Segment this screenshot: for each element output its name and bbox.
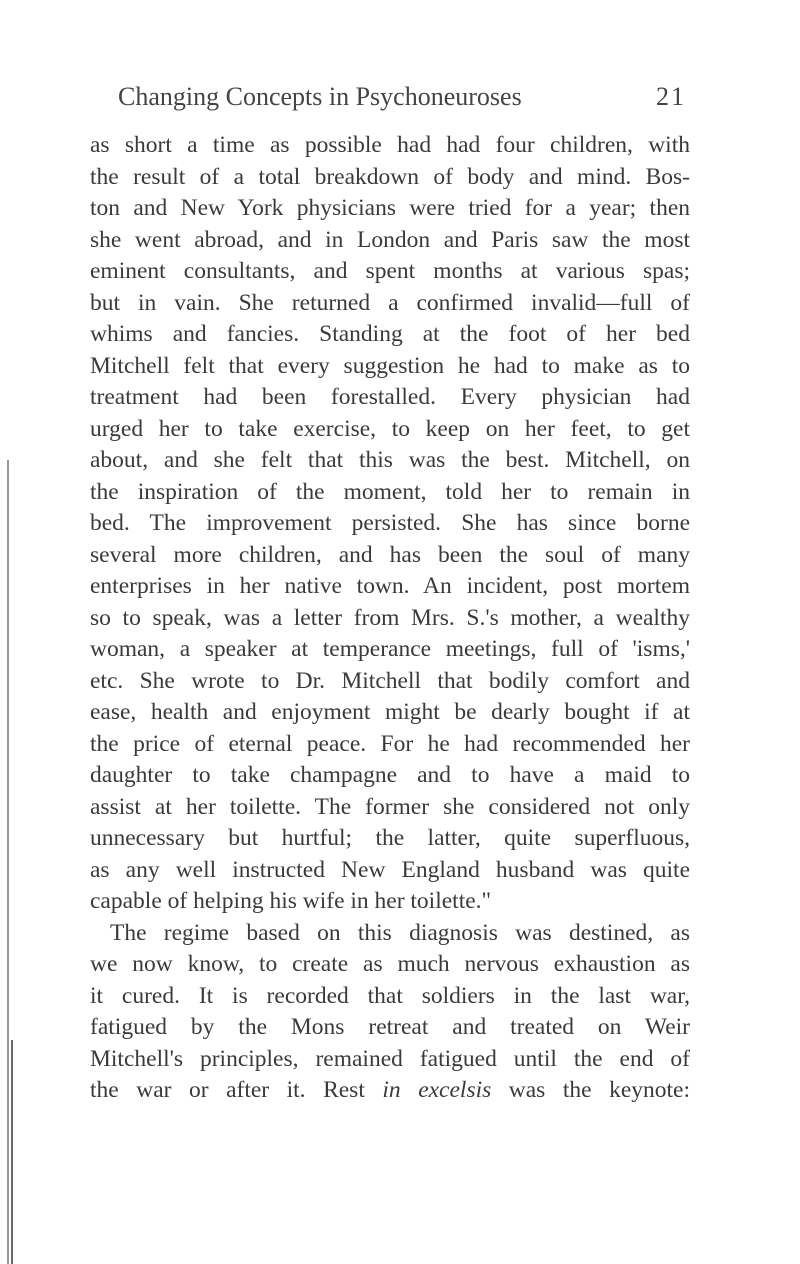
page-number: 21: [656, 82, 686, 111]
text-line: ease, health and enjoyment might be dearly bought if at: [90, 699, 690, 725]
text-line: treatment had been forestalled. Every physician had: [90, 384, 690, 410]
text-line-paragraph-end: capable of helping his wife in her toilette.": [90, 888, 492, 914]
page-edge-shadow-dark: [11, 1040, 13, 1264]
text-line: etc. She wrote to Dr. Mitchell that bodily comfort and: [90, 667, 690, 694]
text-line: the inspiration of the moment, told her to remain in: [90, 478, 690, 505]
text-line: assist at her toilette. The former she considered not only: [90, 793, 690, 820]
text-line-paragraph-start: The regime based on this diagnosis was destined, as: [110, 919, 690, 946]
text-line: urged her to take exercise, to keep on her feet, to get: [90, 415, 690, 442]
text-line: bed. The improvement persisted. She has since borne: [90, 510, 690, 536]
text-line: so to speak, was a letter from Mrs. S.'s mother, a wealthy: [90, 604, 690, 631]
italic-phrase: in excelsis: [382, 1077, 492, 1103]
text-line: enterprises in her native town. An incident, post mortem: [90, 573, 690, 599]
text-line: the result of a total breakdown of body and mind. Bos-: [90, 163, 690, 190]
text-line: daughter to take champagne and to have a maid to: [90, 762, 690, 788]
text-line: Mitchell's principles, remained fatigued until the end of: [90, 1045, 690, 1072]
text-line: ton and New York physicians were tried for a year; then: [90, 195, 690, 221]
text-line: but in vain. She returned a confirmed invalid—full of: [90, 289, 690, 316]
text-line: as any well instructed New England husband was quite: [90, 856, 690, 883]
text-line: as short a time as possible had had four children, with: [90, 132, 690, 158]
text-line-final: [90, 1075, 690, 1107]
body-text: [90, 130, 690, 1107]
text-line: whims and fancies. Standing at the foot of her bed: [90, 321, 690, 347]
final-line-end: was the keynote:: [491, 1077, 690, 1103]
text-line: Mitchell felt that every suggestion he had to make as to: [90, 352, 690, 379]
page-edge-shadow: [7, 460, 9, 1264]
text-line: several more children, and has been the soul of many: [90, 541, 690, 568]
running-title: Changing Concepts in Psychoneuroses: [118, 82, 522, 111]
final-line-start: the war or after it. Rest: [90, 1077, 383, 1103]
text-line: it cured. It is recorded that soldiers in the last war,: [90, 982, 690, 1009]
text-line: the price of eternal peace. For he had recommended her: [90, 730, 690, 757]
running-head: [118, 82, 686, 122]
text-line: fatigued by the Mons retreat and treated on Weir: [90, 1014, 690, 1040]
text-line: she went abroad, and in London and Paris saw the most: [90, 226, 690, 253]
text-line: eminent consultants, and spent months at various spas;: [90, 258, 690, 284]
text-line: woman, a speaker at temperance meetings, full of 'isms,': [90, 636, 690, 662]
text-line: about, and she felt that this was the best. Mitchell, on: [90, 447, 690, 473]
text-line: we now know, to create as much nervous exhaustion as: [90, 951, 690, 977]
text-line: unnecessary but hurtful; the latter, quite superfluous,: [90, 825, 690, 851]
